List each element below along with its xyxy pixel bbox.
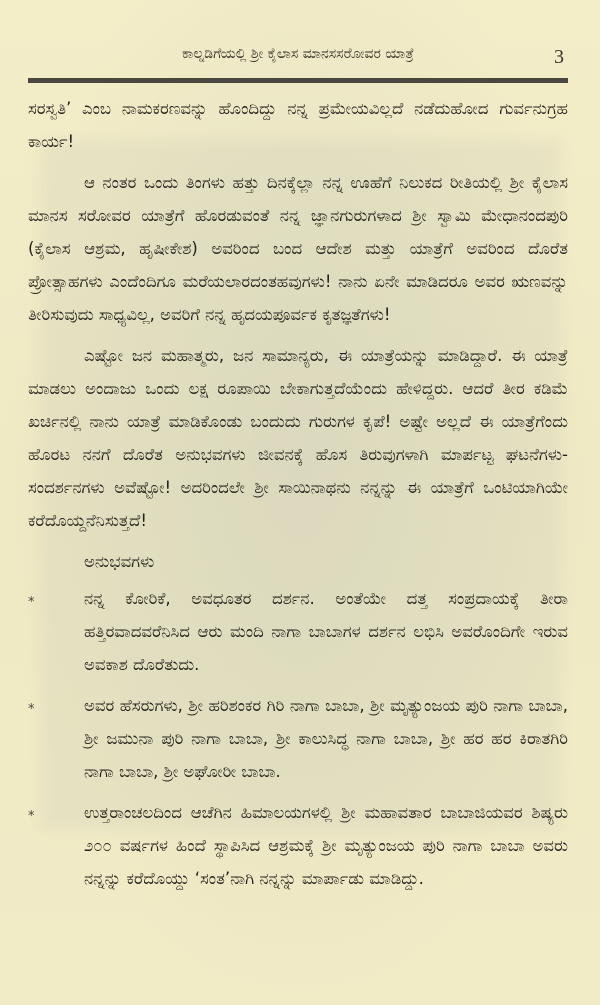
list-item-text: ಅವರ ಹೆಸರುಗಳು, ಶ್ರೀ ಹರಿಶಂಕರ ಗಿರಿ ನಾಗಾ ಬಾಬಾ, ಶ್ರೀ ಮೃತ್ಯುಂಜಯ ಪುರಿ ನಾಗಾ ಬಾಬಾ, ಶ್ರೀ ಜಮುನಾ ಪುರಿ ನಾಗಾ ಬಾಬಾ, ಶ್ರೀ ಕಾಲುಸಿದ್ಧ ನಾಗಾ ಬಾಬಾ, ಶ್ರೀ ಹರ ಹರ ಕಿರಾತಗಿರಿ ನಾಗಾ ಬಾಬಾ, ಶ್ರೀ ಅಘೋರೀ ಬಾಬಾ. — [84, 696, 568, 781]
experiences-list — [28, 582, 568, 895]
list-item-text: ಉತ್ತರಾಂಚಲದಿಂದ ಆಚೆಗಿನ ಹಿಮಾಲಯಗಳಲ್ಲಿ ಶ್ರೀ ಮಹಾವತಾರ ಬಾಬಾಜಿಯವರ ಶಿಷ್ಯರು ೨೦೦ ವರ್ಷಗಳ ಹಿಂದೆ ಸ್ಥಾಪಿಸಿದ ಆಶ್ರಮಕ್ಕೆ ಶ್ರೀ ಮೃತ್ಯುಂಜಯ ಪುರಿ ನಾಗಾ ಬಾಬಾ ಅವರು ನನ್ನನ್ನು ಕರೆದೊಯ್ದು ‘ಸಂತ’ನಾಗಿ ನನ್ನನ್ನು ಮಾರ್ಪಾಡು ಮಾಡಿದ್ದು. — [84, 803, 568, 888]
page-header — [28, 36, 568, 76]
page-number: 3 — [554, 46, 564, 68]
body-text — [28, 92, 568, 895]
asterisk-bullet-icon: * — [28, 595, 35, 610]
paragraph-2: ಆ ನಂತರ ಒಂದು ತಿಂಗಳು ಹತ್ತು ದಿನಕ್ಕೆಲ್ಲಾ ನನ್ನ ಊಹೆಗೆ ನಿಲುಕದ ರೀತಿಯಲ್ಲಿ ಶ್ರೀ ಕೈಲಾಸ ಮಾನಸ ಸರೋವರ ಯಾತ್ರೆಗೆ ಹೊರಡುವಂತೆ ನನ್ನ ಜ್ಞಾನಗುರುಗಳಾದ ಶ್ರೀ ಸ್ವಾಮಿ ಮೇಧಾನಂದಪುರಿ (ಕೈಲಾಸ ಆಶ್ರಮ, ಹೃಷೀಕೇಶ) ಅವರಿಂದ ಬಂದ ಆದೇಶ ಮತ್ತು ಯಾತ್ರೆಗೆ ಅವರಿಂದ ದೊರೆತ ಪ್ರೋತ್ಸಾಹಗಳು ಎಂದೆಂದಿಗೂ ಮರೆಯಲಾರದಂತಹವುಗಳು! ನಾನು ಏನೇ ಮಾಡಿದರೂ ಅವರ ಋಣವನ್ನು ತೀರಿಸುವುದು ಸಾಧ್ಯವಿಲ್ಲ, ಅವರಿಗೆ ನನ್ನ ಹೃದಯಪೂರ್ವಕ ಕೃತಜ್ಞತೆಗಳು! — [28, 173, 568, 324]
section-heading: ಅನುಭವಗಳು — [84, 552, 155, 571]
asterisk-bullet-icon: * — [28, 809, 35, 824]
list-item — [28, 796, 568, 895]
list-item — [28, 582, 568, 681]
list-item-text: ನನ್ನ ಕೋರಿಕೆ, ಅವಧೂತರ ದರ್ಶನ. ಅಂತೆಯೇ ದತ್ತ ಸಂಪ್ರದಾಯಕ್ಕೆ ತೀರಾ ಹತ್ತಿರವಾದವರೆನಿಸಿದ ಆರು ಮಂದಿ ನಾಗಾ ಬಾಬಾಗಳ ದರ್ಶನ ಲಭಿಸಿ ಅವರೊಂದಿಗೇ ಇರುವ ಅವಕಾಶ ದೊರೆತುದು. — [84, 589, 568, 674]
header-rule — [28, 78, 568, 83]
list-item — [28, 689, 568, 788]
asterisk-bullet-icon: * — [28, 702, 35, 717]
running-title: ಕಾಲ್ನಡಿಗೆಯಲ್ಲಿ ಶ್ರೀ ಕೈಲಾಸ ಮಾನಸಸರೋವರ ಯಾತ್ರೆ — [182, 46, 414, 62]
paragraph-3: ಎಷ್ಟೋ ಜನ ಮಹಾತ್ಮರು, ಜನ ಸಾಮಾನ್ಯರು, ಈ ಯಾತ್ರೆಯನ್ನು ಮಾಡಿದ್ದಾರೆ. ಈ ಯಾತ್ರೆ ಮಾಡಲು ಅಂದಾಜು ಒಂದು ಲಕ್ಷ ರೂಪಾಯಿ ಬೇಕಾಗುತ್ತದೆಯೆಂದು ಹೇಳಿದ್ದರು. ಆದರೆ ತೀರ ಕಡಿಮೆ ಖರ್ಚಿನಲ್ಲಿ ನಾನು ಯಾತ್ರೆ ಮಾಡಿಕೊಂಡು ಬಂದುದು ಗುರುಗಳ ಕೃಪೆ! ಅಷ್ಟೇ ಅಲ್ಲದೆ ಈ ಯಾತ್ರೆಗೆಂದು ಹೊರಟ ನನಗೆ ದೊರೆತ ಅನುಭವಗಳು ಜೀವನಕ್ಕೆ ಹೊಸ ತಿರುವುಗಳಾಗಿ ಮಾರ್ಪಟ್ಟ ಘಟನೆಗಳು- ಸಂದರ್ಶನಗಳು ಅವೆಷ್ಟೋ! ಅದರಿಂದಲೇ ಶ್ರೀ ಸಾಯಿನಾಥನು ನನ್ನನ್ನು ಈ ಯಾತ್ರೆಗೆ ಒಂಟಿಯಾಗಿಯೇ ಕರೆದೊಯ್ದನೆನಿಸುತ್ತದೆ! — [28, 346, 568, 530]
paragraph-1: ಸರಸ್ವತಿ’ ಎಂಬ ನಾಮಕರಣವನ್ನು ಹೊಂದಿದ್ದು ನನ್ನ ಪ್ರಮೇಯವಿಲ್ಲದೆ ನಡೆದುಹೋದ ಗುರ್ವನುಗ್ರಹ ಕಾರ್ಯ! — [28, 99, 568, 151]
